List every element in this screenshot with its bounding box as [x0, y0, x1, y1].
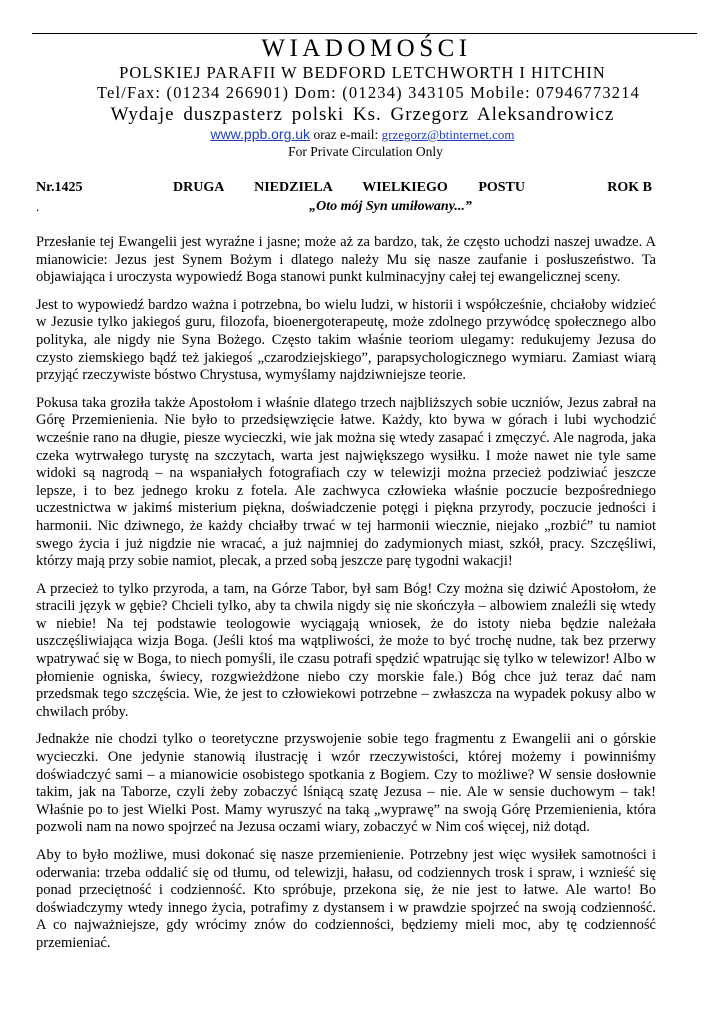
issue-row: [36, 180, 652, 200]
website-link[interactable]: www.ppb.org.uk: [210, 126, 311, 142]
email-link[interactable]: grzegorz@btinternet.com: [381, 127, 515, 142]
paragraph: Przesłanie tej Ewangelii jest wyraźne i jasne; może aż za bardzo, tak, że często uchodzi naszej uwadze. A mianowicie: Jezus jest Synem Bożym i dlatego należy Mu się nasze zaufanie i posłuszeństwo. Ta objawiająca i uroczysta wypowiedź Boga stanowi punkt kulminacyjny całej tej ewangelicznej sceny.: [36, 234, 656, 286]
top-rule: [32, 33, 697, 34]
issue-year: ROK B: [607, 180, 652, 195]
paragraph: Jednakże nie chodzi tylko o teoretyczne przyswojenie sobie tego fragmentu z Ewangelii ani o górskie wycieczki. One jedynie stanowią ilustrację i wzór rzeczywistości, której możemy i powinniśmy doświadczyć sami – a mianowicie osobistego spotkania z Bogiem. Czy to możliwe? W sensie dosłownie takim, jak na Taborze, czyli żeby zobaczyć lśniącą szatę Jezusa – nie. Ale w sensie duchowym – tak! Właśnie po to jest Wielki Post. Mamy wyruszyć na taką „wyprawę” na swoją Górę Przemienienia, która pozwoli nam na nowo spojrzeć na Jezusa oczami wiary, zobaczyć w Nim coś więcej, niż dotąd.: [36, 731, 656, 836]
paragraph: A przecież to tylko przyroda, a tam, na Górze Tabor, był sam Bóg! Czy można się dziwić Apostołom, że stracili język w gębie? Chcieli tylko, aby ta chwila nigdy się nie skończyła – albowiem znaleźli się wtedy w niebie! Na tej podstawie teologowie wyciągają wniosek, że do istoty nieba będzie należała uszczęśliwiająca wizja Boga. (Jeśli ktoś ma wątpliwości, że może to być trochę nudne, tak bez przerwy wpatrywać się w Boga, to niech pomyśli, ile czasu potrafi spędzić wpatrując się tylko w telewizor! Albo w płomienie ogniska, świecy, rozgwieżdżone niebo czy morskie fale.) Bóg chce już teraz dać nam przedsmak tego szczęścia. Wie, że jest to człowiekowi potrzebne – zwłaszcza na wypadek pokusy albo w chwilach próby.: [36, 580, 656, 720]
article-body: [36, 234, 656, 963]
gospel-quote: „Oto mój Syn umiłowany...”: [309, 199, 472, 214]
paragraph: Pokusa taka groziła także Apostołom i właśnie dlatego trzech najbliższych sobie uczniów, Jezus zabrał na Górę Przemienienia. Nie było to przedsięwzięcie łatwe. Każdy, kto bywa w górach i lubi wychodzić wcześnie rano na długie, piesze wycieczki, wie jak można się wtedy zasapać i zmęczyć. Ale nagroda, jaka czeka wytrwałego turystę na szczytach, warta jest największego wysiłku. I może nawet nie tyle same widoki są nagrodą – na wspaniałych fotografiach czy w telewizji można przecież podziwiać jeszcze lepsze, i to bez jednego kroku z fotela. Ale zachwyca człowieka właśnie poczucie bezpośredniego uczestnictwa w jakimś misterium piękna, doświadczenie potęgi i piękna przyrody, poczucie jedności i harmonii. Nic dziwnego, że każdy chciałby trwać w tej harmonii wiecznie, niejako „rozbić” tu namiot swego życia i już nigdzie nie wracać, a już najmniej do zadymionych miast, szkół, pracy. Szczęśliwi, którzy mają przy sobie namiot, plecak, a przed sobą jeszcze parę tygodni wakacji!: [36, 394, 656, 570]
contact-line: Tel/Fax: (01234 266901) Dom: (01234) 343105 Mobile: 07946773214: [96, 83, 641, 102]
masthead-title: WIADOMOŚCI: [261, 35, 472, 62]
web-contact-line: [0, 126, 725, 143]
newsletter-header: [0, 35, 725, 161]
paragraph: Aby to było możliwe, musi dokonać się nasze przemienienie. Potrzebny jest więc wysiłek samotności i oderwania: trzeba oddalić się od tłumu, od telewizji, hałasu, od codziennych trosk i spraw, i wznieść się ponad przeciętność i codzienność. Kto spróbuje, przekona się, że nie jest to łatwe. Ale warto! Bo doświadczymy wtedy innego życia, potrafimy z dystansem i w prawdzie spojrzeć na swoją codzienność. A co najważniejsze, gdy wrócimy znów do codzienności, będziemy mieli moc, aby tę codzienność przemieniać.: [36, 847, 656, 951]
issue-title: DRUGA NIEDZIELA WIELKIEGO POSTU: [173, 180, 525, 195]
paragraph: Jest to wypowiedź bardzo ważna i potrzebna, bo wielu ludzi, w historii i współcześnie, chciałoby widzieć w Jezusie tylko jakiegoś guru, filozofa, bioenergoterapeutę, może zdolnego przywódcę społecznego albo polityka, ale nigdy nie Syna Bożego. Często takim właśnie teoriom ulegamy: redukujemy Jezusa do czysto ziemskiego bądź też jakiegoś „czarodziejskiego”, parapsychologicznego wymiaru. Zamiast wiarą przyjąć rzeczywiste bóstwo Chrystusa, wymyślamy najdziwniejsze teorie.: [36, 296, 656, 384]
issue-number: Nr.1425: [36, 180, 83, 195]
parish-subtitle: POLSKIEJ PARAFII W BEDFORD LETCHWORTH I HITCHIN: [119, 63, 606, 82]
private-circulation-note: For Private Circulation Only: [288, 144, 443, 159]
editor-line: Wydaje duszpasterz polski Ks. Grzegorz Aleksandrowicz: [110, 104, 615, 125]
email-prefix: oraz e-mail:: [313, 127, 379, 142]
stray-dot: .: [36, 199, 40, 214]
